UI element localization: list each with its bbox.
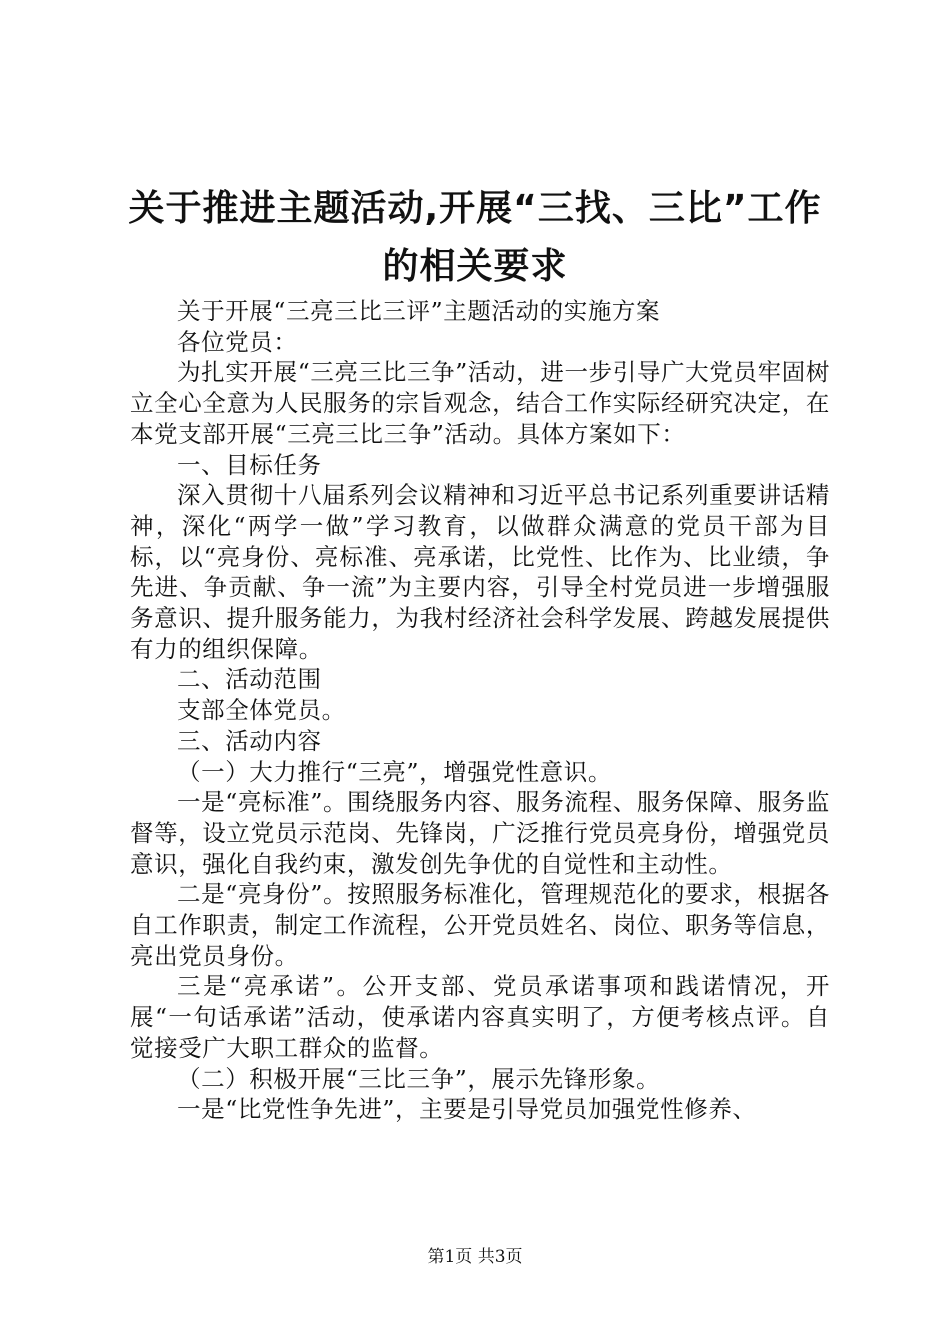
- document-body: [130, 296, 830, 1125]
- paragraph-scope: 支部全体党员。: [177, 696, 346, 725]
- paragraph-commitment: 三是“亮承诺”。公开支部、党员承诺事项和践诺情况，开展“一句话承诺”活动，使承诺内容真实明了，方便考核点评。自觉接受广大职工群众的监督。: [130, 972, 830, 1062]
- paragraph-party-spirit: 一是“比党性争先进”，主要是引导党员加强党性修养、: [177, 1095, 757, 1124]
- paragraph-goals: 深入贯彻十八届系列会议精神和习近平总书记系列重要讲话精神，深化“两学一做”学习教育，以做群众满意的党员干部为目标，以“亮身份、亮标准、亮承诺，比党性、比作为、比业绩，争先进、争贡献、争一流”为主要内容，引导全村党员进一步增强服务意识、提升服务能力，为我村经济社会科学发展、跨越发展提供有力的组织保障。: [130, 481, 830, 663]
- section-heading-1: 一、目标任务: [177, 450, 322, 479]
- paragraph-standard: 一是“亮标准”。围绕服务内容、服务流程、服务保障、服务监督等，设立党员示范岗、先锋岗，广泛推行党员亮身份，增强党员意识，强化自我约束，激发创先争优的自觉性和主动性。: [130, 788, 830, 878]
- document-title: [110, 180, 840, 296]
- paragraph-intro: 为扎实开展“三亮三比三争”活动，进一步引导广大党员牢固树立全心全意为人民服务的宗旨观念，结合工作实际经研究决定，在本党支部开展“三亮三比三争”活动。具体方案如下：: [130, 358, 830, 448]
- section-heading-2: 二、活动范围: [177, 665, 322, 694]
- paragraph-salutation: 各位党员：: [177, 327, 298, 356]
- paragraph-identity: 二是“亮身份”。按照服务标准化，管理规范化的要求，根据各自工作职责，制定工作流程，公开党员姓名、岗位、职务等信息，亮出党员身份。: [130, 880, 830, 970]
- subsection-heading-1: （一）大力推行“三亮”，增强党性意识。: [177, 757, 612, 786]
- title-line-1: 关于推进主题活动,开展“三找、三比”工作: [128, 188, 822, 229]
- section-heading-3: 三、活动内容: [177, 726, 322, 755]
- title-line-2: 的相关要求: [382, 246, 568, 287]
- page-footer: 第1页 共3页: [427, 1247, 523, 1267]
- subsection-heading-2: （二）积极开展“三比三争”，展示先锋形象。: [177, 1064, 661, 1093]
- paragraph-plan-title: 关于开展“三亮三比三评”主题活动的实施方案: [177, 297, 661, 325]
